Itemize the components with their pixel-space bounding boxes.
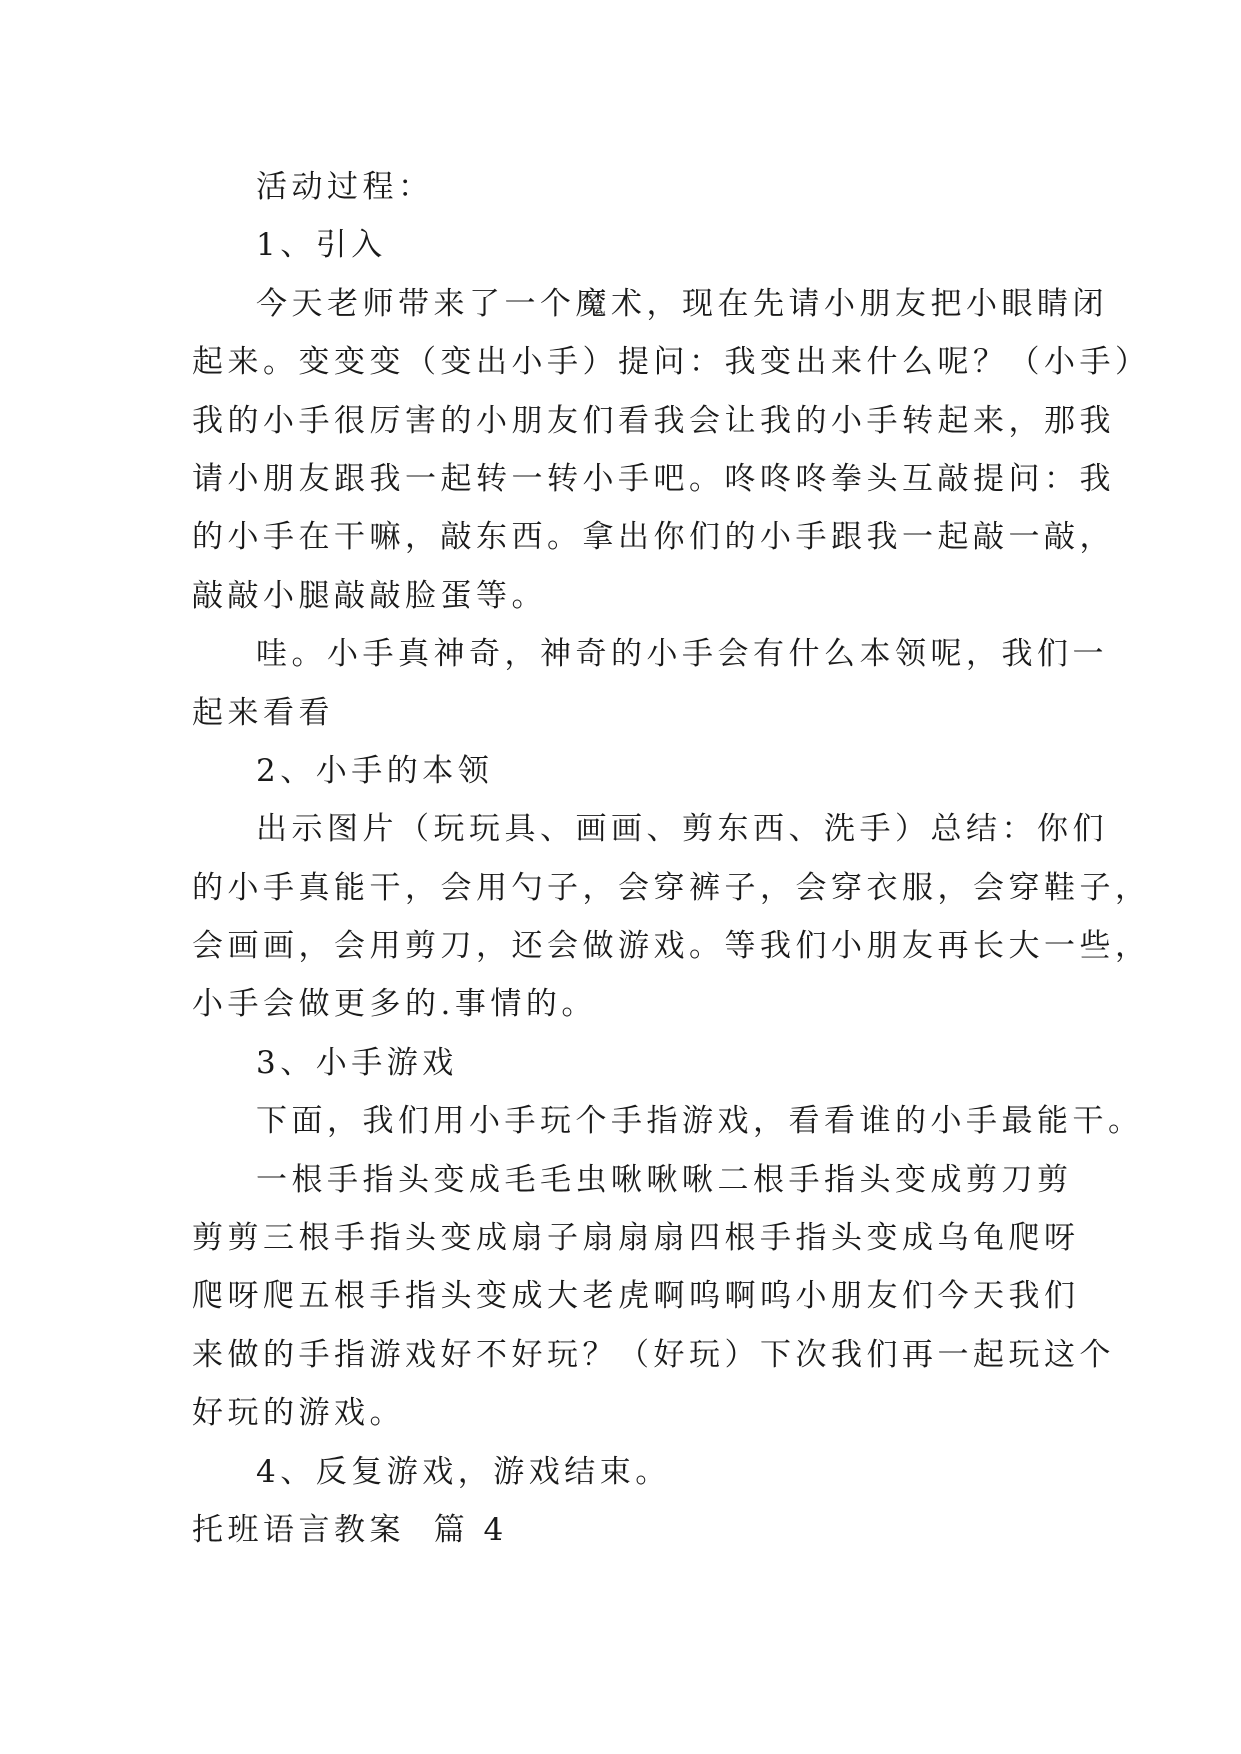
paragraph-line: 来做的手指游戏好不好玩？（好玩）下次我们再一起玩这个 xyxy=(192,1336,1115,1373)
paragraph-line: 敲敲小腿敲敲脸蛋等。 xyxy=(192,577,547,614)
paragraph-line: 起来。变变变（变出小手）提问：我变出来什么呢？（小手） xyxy=(192,344,1151,381)
paragraph-line: 的小手在干嘛，敲东西。拿出你们的小手跟我一起敲一敲， xyxy=(192,519,1115,556)
paragraph-line: 好玩的游戏。 xyxy=(192,1395,405,1432)
step-heading: 1、引入 xyxy=(256,227,387,264)
document-body xyxy=(192,158,1151,1559)
step-heading: 4、反复游戏，游戏结束。 xyxy=(256,1453,671,1490)
paragraph-line: 今天老师带来了一个魔术，现在先请小朋友把小眼睛闭 xyxy=(256,285,1108,322)
paragraph-line: 下面，我们用小手玩个手指游戏，看看谁的小手最能干。 xyxy=(256,1103,1144,1140)
section-title: 托班语言教案 篇 4 xyxy=(192,1511,508,1548)
paragraph-line: 爬呀爬五根手指头变成大老虎啊呜啊呜小朋友们今天我们 xyxy=(192,1278,1080,1315)
paragraph-line: 请小朋友跟我一起转一转小手吧。咚咚咚拳头互敲提问：我 xyxy=(192,460,1115,497)
paragraph-line: 我的小手很厉害的小朋友们看我会让我的小手转起来，那我 xyxy=(192,402,1115,439)
paragraph-line: 剪剪三根手指头变成扇子扇扇扇四根手指头变成乌龟爬呀 xyxy=(192,1220,1080,1257)
paragraph-line: 会画画，会用剪刀，还会做游戏。等我们小朋友再长大一些， xyxy=(192,928,1151,965)
step-heading: 3、小手游戏 xyxy=(256,1044,458,1081)
paragraph-line: 哇。小手真神奇，神奇的小手会有什么本领呢，我们一 xyxy=(256,636,1108,673)
paragraph-line: 一根手指头变成毛毛虫啾啾啾二根手指头变成剪刀剪 xyxy=(256,1161,1073,1198)
step-heading: 2、小手的本领 xyxy=(256,752,494,789)
section-label: 活动过程： xyxy=(256,169,434,205)
paragraph-line: 出示图片（玩玩具、画画、剪东西、洗手）总结：你们 xyxy=(256,811,1108,848)
paragraph-line: 小手会做更多的.事情的。 xyxy=(192,986,597,1023)
paragraph-line: 的小手真能干，会用勺子，会穿裤子，会穿衣服，会穿鞋子， xyxy=(192,869,1151,906)
paragraph-line: 起来看看 xyxy=(192,694,334,731)
